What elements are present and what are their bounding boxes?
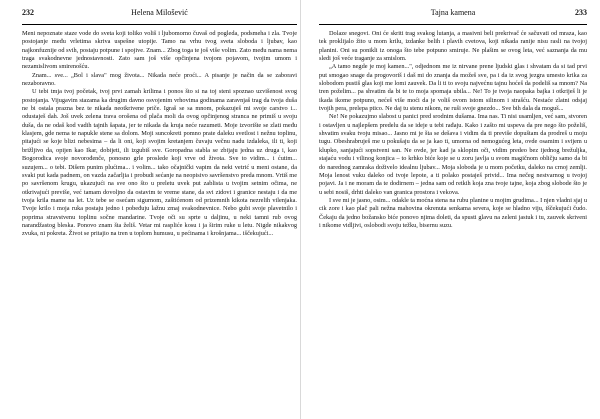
header-rule bbox=[22, 24, 297, 25]
paragraph: Znam... sve... „Bol i slava" mog života... Nikada neće proći... A pisanje je način da se zaboravi nezaboravno. bbox=[22, 71, 297, 88]
page-number: 232 bbox=[22, 8, 34, 17]
page-number: 233 bbox=[575, 8, 587, 17]
running-head: Tajna kamena bbox=[430, 8, 476, 17]
body-text bbox=[22, 30, 297, 239]
body-text bbox=[319, 30, 587, 230]
page-header bbox=[22, 8, 297, 24]
header-rule bbox=[319, 24, 587, 25]
paragraph: Dolaze snegovi. Oni će skriti trag svakog lutanja, a masivni beli prekrivač će sačuvati od mraza, kao tek proklijalo žito u mom krilu, izdanke belih i plavih cvetova, koji nikada ranije nisu rasli na tvojoj planini. Oni su ponikli iz onoga što tebe potpuno smiruje. Ne plašim se ovog leta, već saznanja da mu sledi još veće traganje za smislom. bbox=[319, 30, 587, 63]
right-page bbox=[319, 0, 587, 419]
paragraph: Ne! Ne pokazujmo slabost u panici pred srodnim dušama. Ima nas. Ti nisi usamljen, već sam, stvoren i ostavljen u najlepšem predelu da se ideje u tebi rađaju. Kako i zašto mi uspeva da pre nego što poželiš, shvatim svaku tvoju misao... Jasno mi je šta se dešava i vidim da ti previše dopuštam da prodreš u moju tugu. Obeshrabruješ me u pokušaju da se ja kao ti, umorna od nemogućeg leta, ovde osamim i svijem u klupko, sanjajući sopstveni san. Ne ovde, jer kad ja sklopim oči, vidim predeo bez ijednog brežuljka, stajaću vodu i vilinog konjica – to krhko biće koje se u zoru javlja u svom magičnom obličju samo da bi do narednog zamraka doživelo idealnu ljubav... Moja sloboda je u mom početku, daleko na crnoj zemlji. Moja lenost vuku daleko od tvoje lepote, a ti polako postaješ privid... Ima nečeg nestvarnog u tvojoj pojavi. Ja i ne moram da te dodirnem – jedna sam od retkih koja zna tvoje tajne, koja zbog slobode što je u sebi nosiš, drhti daleko van granica prostora i vekova. bbox=[319, 113, 587, 196]
left-page bbox=[22, 0, 297, 419]
paragraph: Meni nepoznate staze vode do sveta koji toliko voliš i ljubomorno čuvaš od pogleda, podsmeha i zla. Tvoje postojanje među vrletima skriva uspešne utopije. Tamo na vrhu tvog sveta sloboda i ljubav, kao najkonfuznije od svih, postaju potpune i spojive. Znam... Zbog toga te još više volim. Zato među nama nema traga svakodnevne jednostavnosti. Zato sam još više opčinjena tvojom pojavom, tvojim umom i nezamislivom smirenošću. bbox=[22, 30, 297, 71]
paragraph: „A tamo negde je moj kamen...", odjednom me iz nirvane prene ljudski glas i shvatam da si tad prvi put smogao snage da progovoriš i daš mi do znanja da možeš sve, pa i da iz svog jezgra umesto krika za slobodom pustiš glas koji me lomi zauvek. Da li ti to svoju najvećnu tajnu hoćeš da podeliš sa mnom? Na tren poželim... pa shvatim da bi te to moja spomaja ubila... Ne! To je tvoja naopaka bajka i otkriješ li je ikada ikome potpuno, nećeš više moći da je voliš ovom istom silinom i strašću. Nestaće zlatni odsjaj tvojih pera, prelepa ptico. Ne daj tu stenu nikom, ne ruši svoje gnezdo... Sve bih dala da moguš... bbox=[319, 63, 587, 113]
page-gutter bbox=[300, 0, 301, 419]
page-header bbox=[319, 8, 587, 24]
running-head: Helena Milošević bbox=[131, 8, 188, 17]
paragraph: U tebi tmja tvoj početak, tvoj prvi zamah krilima i ponos što si na toj steni spoznao uzvišenost svog postojanja. Vijugavim stazama ka drugim davno osvojenim vrhovima godinama zaravnjaš trag da tvoja duša ne bi ostala prazna bez te nikada neotkrivene priče. Igraš se sa mnom, pokazuješ mi svoje carstvo i... odustaješ dah. Još uvek zelena trava orošena od plača moli da ovog opčinjenog stranca ne primiš u svoju duša, da ne odaš kod vadih tajnih šapata, jer te nikada da kruja neće razumeti. Moje izvorište se zlati među klasjem, gde nema te napukle stene sa dolom. Moji suncokreti pomno prate daleku svetlost i nežnu toplinu, pitajući se koje blizi nebesima – da li oni, koji svojim kretanjem čuvaju večnu nadu izdaleka, ili ti, koji brižljivo da, opijen kao Ikar, dobijeti, ili izgubiš sve. Goropadna stabla se zbijaju jedna uz druga i, kao Bogorodica svoje novorođenče, ponosno grle proslede koji vrve od života. Sve to vidim... i ćutim... suzujem... o tebi. Dišem punim plućima... i volim... tako očajnički vapim da neki vetrić u meni ostane, da svaki put kada padnem, on vazda začarljia i probudi sećanje na neopisivo savršenstvo preda mnom. Vrtiš me po savršenom krugu, ukazujući na sve ono što u preletu uvek put zablista u tvojim setnim očima, ne otkrivajući previše, već tamam dovoljno da ostavim te vreme stane, da svi zidovi i granice nestaju i da me tvoja krila mame na let. Uz tebe se osećam sigurnom, zaštićenom od prizemnih kikota nezrelih vilenjaka. Tvoje krilo i moja ruka postaju jedno i pobeđuju lažnu zmaj svakodnevnice. Nebo gubi svoje plavetnilo i poprima stravstvenu toplinu sočne mandarine. Tvoje oči su sprte u daljinu, u neki tamni rub ovog narandžastog bleska. Ponovo znam šta želiš. Vetar mi raspliće kosu i ja širim ruke u letu. Nigde nikakvog zvuka, ni pokreta. Život se pritajio na tren u toplom humusu, u pećinama i krošnjama... iščekujući... bbox=[22, 88, 297, 238]
paragraph: I sve mi je jasno, osim... odakle ta moćna stena na rubu planine u mojim grudima... I njen vladni sjaj u cik zore i kao plač pali nežna mahovina okrenuta senkama severa, koje se hladno viju, iščekujući čudo. Čekaju da jedno božansko biće ponovo njima doleti, da spusti glavu na zeleni jastuk i tu, zauvek skriveni i nikome vidljivi, oslobodi svoju težku, bisernu suzu. bbox=[319, 196, 587, 229]
